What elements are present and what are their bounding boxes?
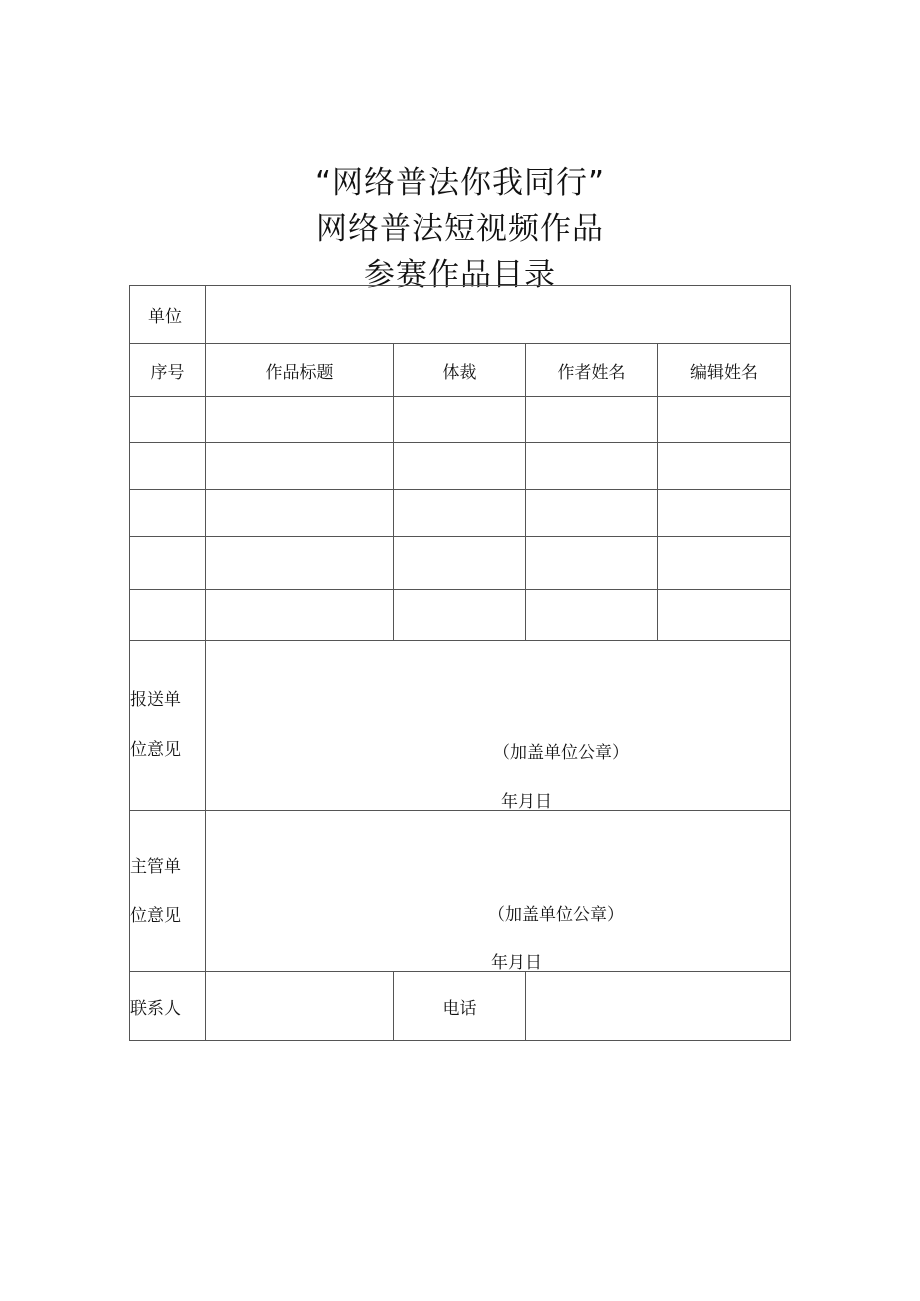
row-cell[interactable] bbox=[130, 537, 206, 590]
row-cell[interactable] bbox=[658, 590, 791, 641]
submit-opinion-label-line1: 报送单 bbox=[130, 690, 181, 710]
submit-opinion-field[interactable] bbox=[206, 641, 791, 811]
phone-label: 电话 bbox=[394, 972, 526, 1041]
supervisor-opinion-label bbox=[130, 811, 206, 972]
supervisor-opinion-date: 年月日 bbox=[491, 953, 542, 973]
document-title bbox=[0, 160, 920, 298]
row-cell[interactable] bbox=[394, 537, 526, 590]
table-row bbox=[130, 397, 791, 443]
contact-field[interactable] bbox=[206, 972, 394, 1041]
submit-opinion-label bbox=[130, 641, 206, 811]
table-row bbox=[130, 443, 791, 490]
row-cell[interactable] bbox=[206, 443, 394, 490]
entry-catalog-table bbox=[129, 285, 791, 1041]
row-cell[interactable] bbox=[394, 397, 526, 443]
row-cell[interactable] bbox=[658, 397, 791, 443]
contact-label: 联系人 bbox=[130, 972, 206, 1041]
unit-field[interactable] bbox=[206, 286, 791, 344]
header-index: 序号 bbox=[130, 344, 206, 397]
header-work-title: 作品标题 bbox=[206, 344, 394, 397]
title-line-1: “网络普法你我同行” bbox=[314, 165, 606, 201]
row-cell[interactable] bbox=[130, 397, 206, 443]
row-cell[interactable] bbox=[526, 443, 658, 490]
row-cell[interactable] bbox=[526, 590, 658, 641]
row-cell[interactable] bbox=[130, 490, 206, 537]
row-cell[interactable] bbox=[394, 443, 526, 490]
phone-field[interactable] bbox=[526, 972, 791, 1041]
submit-opinion-label-line2: 位意见 bbox=[130, 740, 181, 760]
supervisor-opinion-field[interactable] bbox=[206, 811, 791, 972]
table-row bbox=[130, 590, 791, 641]
header-editor-name: 编辑姓名 bbox=[658, 344, 791, 397]
row-cell[interactable] bbox=[130, 590, 206, 641]
row-cell[interactable] bbox=[394, 490, 526, 537]
row-cell[interactable] bbox=[206, 490, 394, 537]
table-row bbox=[130, 537, 791, 590]
title-line-3: 参赛作品目录 bbox=[364, 257, 556, 293]
row-cell[interactable] bbox=[526, 537, 658, 590]
row-cell[interactable] bbox=[526, 490, 658, 537]
row-cell[interactable] bbox=[658, 490, 791, 537]
row-cell[interactable] bbox=[658, 537, 791, 590]
submit-opinion-row bbox=[130, 641, 791, 811]
header-author-name: 作者姓名 bbox=[526, 344, 658, 397]
row-cell[interactable] bbox=[526, 397, 658, 443]
title-line-2: 网络普法短视频作品 bbox=[316, 211, 604, 247]
row-cell[interactable] bbox=[394, 590, 526, 641]
supervisor-opinion-stamp: （加盖单位公章） bbox=[488, 905, 624, 925]
submit-opinion-date: 年月日 bbox=[501, 792, 552, 812]
table-row bbox=[130, 490, 791, 537]
row-cell[interactable] bbox=[206, 590, 394, 641]
row-cell[interactable] bbox=[206, 537, 394, 590]
unit-row bbox=[130, 286, 791, 344]
contact-row bbox=[130, 972, 791, 1041]
row-cell[interactable] bbox=[130, 443, 206, 490]
header-row bbox=[130, 344, 791, 397]
unit-label: 单位 bbox=[130, 286, 206, 344]
supervisor-opinion-label-line1: 主管单 bbox=[130, 857, 181, 877]
submit-opinion-stamp: （加盖单位公章） bbox=[493, 743, 629, 763]
supervisor-opinion-label-line2: 位意见 bbox=[130, 906, 181, 926]
header-genre: 体裁 bbox=[394, 344, 526, 397]
row-cell[interactable] bbox=[658, 443, 791, 490]
supervisor-opinion-row bbox=[130, 811, 791, 972]
row-cell[interactable] bbox=[206, 397, 394, 443]
